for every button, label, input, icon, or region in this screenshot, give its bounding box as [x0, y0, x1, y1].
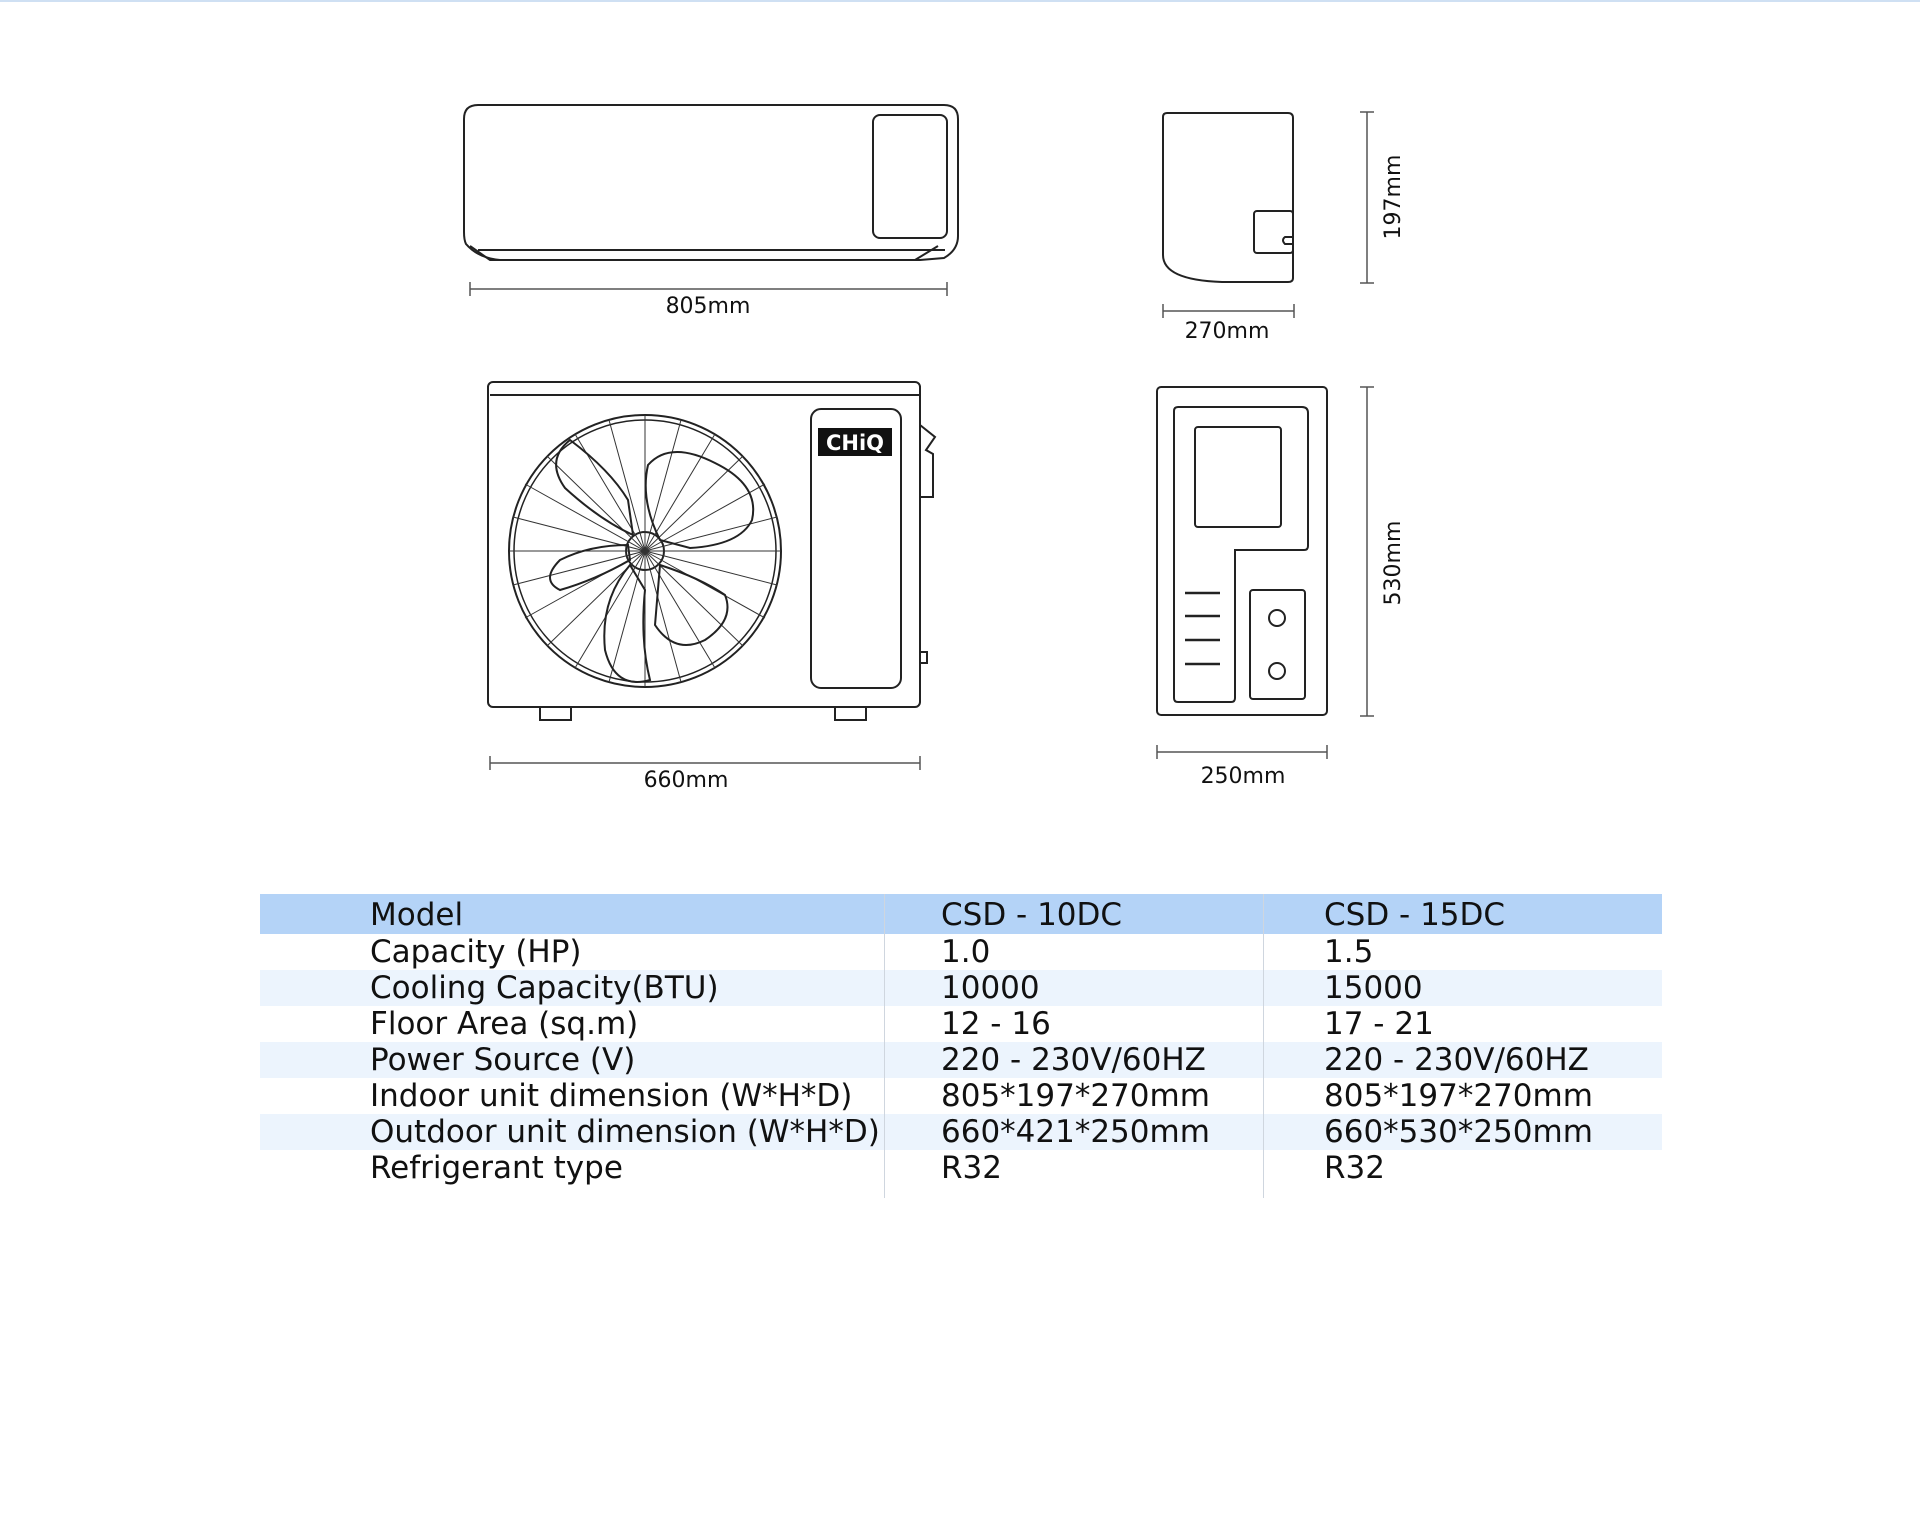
table-row-power-source [260, 1042, 1662, 1078]
row-label: Indoor unit dimension (W*H*D) [370, 1078, 853, 1114]
indoor-unit-front-view [464, 105, 958, 260]
row-label: Capacity (HP) [370, 934, 582, 970]
row-label: Cooling Capacity(BTU) [370, 970, 719, 1006]
indoor-width-label: 805mm [665, 294, 751, 319]
indoor-unit-side-view [1163, 113, 1293, 282]
table-row-cooling-capacity [260, 970, 1662, 1006]
outdoor-unit-side-view [1157, 387, 1327, 715]
row-label: Power Source (V) [370, 1042, 636, 1078]
header-model-1: CSD - 10DC [941, 897, 1123, 933]
row-value-1: 10000 [941, 970, 1040, 1006]
row-value-2: 17 - 21 [1324, 1006, 1434, 1042]
row-value-1: 1.0 [941, 934, 991, 970]
row-label: Floor Area (sq.m) [370, 1006, 639, 1042]
row-value-2: 805*197*270mm [1324, 1078, 1593, 1114]
outdoor-depth-label: 250mm [1200, 764, 1286, 789]
row-value-1: 660*421*250mm [941, 1114, 1210, 1150]
specification-table [260, 894, 1662, 1186]
table-row-capacity [260, 934, 1662, 970]
outdoor-depth-dimension-line [1157, 745, 1327, 759]
outdoor-height-label: 530mm [1381, 520, 1406, 606]
column-divider [1263, 894, 1264, 1198]
row-value-2: 660*530*250mm [1324, 1114, 1593, 1150]
outdoor-width-label: 660mm [643, 768, 729, 793]
outdoor-height-dimension-line [1360, 387, 1374, 716]
indoor-depth-label: 270mm [1184, 319, 1270, 344]
table-row-outdoor-dimension [260, 1114, 1662, 1150]
table-row-floor-area [260, 1006, 1662, 1042]
row-value-2: R32 [1324, 1150, 1385, 1186]
indoor-height-dimension-line [1360, 112, 1374, 283]
row-value-2: 1.5 [1324, 934, 1374, 970]
row-value-2: 220 - 230V/60HZ [1324, 1042, 1589, 1078]
row-value-1: 805*197*270mm [941, 1078, 1210, 1114]
header-model: Model [370, 897, 464, 933]
row-value-1: R32 [941, 1150, 1002, 1186]
header-model-2: CSD - 15DC [1324, 897, 1506, 933]
indoor-height-label: 197mm [1381, 154, 1406, 240]
table-row-refrigerant [260, 1150, 1662, 1186]
row-value-2: 15000 [1324, 970, 1423, 1006]
table-row-indoor-dimension [260, 1078, 1662, 1114]
row-value-1: 12 - 16 [941, 1006, 1051, 1042]
column-divider [884, 894, 885, 1198]
row-label: Outdoor unit dimension (W*H*D) [370, 1114, 880, 1150]
row-value-1: 220 - 230V/60HZ [941, 1042, 1206, 1078]
table-header-row [260, 894, 1662, 934]
row-label: Refrigerant type [370, 1150, 623, 1186]
brand-logo-text: CHiQ [825, 431, 885, 455]
indoor-depth-dimension-line [1163, 304, 1294, 318]
